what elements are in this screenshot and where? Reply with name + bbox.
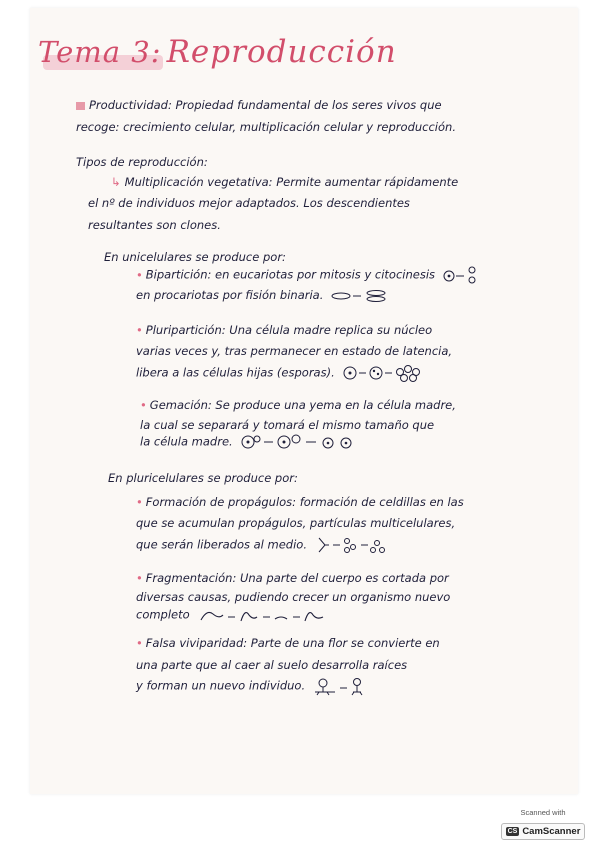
- pink-square-bullet-icon: [76, 102, 85, 110]
- fragmentation-sketch-icon: [197, 605, 347, 625]
- cell-division-sketch-icon: [443, 266, 479, 284]
- vegetative-text-1: Multiplicación vegetativa: Permite aumentar rápidamente: [124, 175, 459, 189]
- pluriparticion-text-1: Pluripartición: Una célula madre replica su núcleo: [145, 323, 433, 337]
- biparticion-text-1: Bipartición: en eucariotas por mitosis y citocinesis: [145, 267, 436, 282]
- unicellular-heading: En unicelulares se produce por:: [104, 250, 286, 264]
- spore-release-sketch-icon: [342, 363, 432, 383]
- propagulos-line-2: que se acumulan propágulos, partículas multicelulares,: [136, 516, 456, 530]
- fragmentacion-text-3: completo: [136, 607, 190, 622]
- viviparidad-text-3: y forman un nuevo individuo.: [136, 678, 306, 693]
- vegetative-line-3: resultantes son clones.: [88, 218, 221, 232]
- propagulos-line-1: [136, 494, 464, 510]
- vegetative-line-2: el nº de individuos mejor adaptados. Los descendientes: [88, 196, 410, 210]
- gemacion-text-1: Gemación: Se produce una yema en la célula madre,: [149, 398, 456, 412]
- gemacion-line-1: [140, 397, 456, 413]
- fragmentacion-line-3: [136, 605, 347, 625]
- pink-dot-bullet-icon: •: [136, 323, 143, 337]
- title-separator: :: [150, 35, 162, 69]
- propagulos-line-3: [136, 535, 395, 555]
- camscanner-badge: [501, 823, 586, 840]
- propagule-sketch-icon: [315, 535, 395, 555]
- multicellular-heading: En pluricelulares se produce por:: [108, 471, 298, 485]
- pink-dot-bullet-icon: •: [136, 636, 143, 650]
- fragmentacion-line-2: diversas causas, pudiendo crecer un organismo nuevo: [136, 590, 451, 604]
- gemacion-line-2: la cual se separará y tomará el mismo tamaño que: [140, 418, 435, 432]
- fragmentacion-line-1: [136, 570, 449, 586]
- intro-line-2: recoge: crecimiento celular, multiplicación celular y reproducción.: [76, 120, 456, 134]
- pluriparticion-line-3: [136, 363, 432, 383]
- propagulos-text-1: Formación de propágulos: formación de celdillas en las: [145, 495, 464, 509]
- budding-sketch-icon: [240, 433, 370, 451]
- intro-text-1: Productividad: Propiedad fundamental de los seres vivos que: [89, 98, 442, 112]
- gemacion-line-3: [140, 433, 370, 451]
- biparticion-line-1: [136, 266, 479, 284]
- fragmentacion-text-1: Fragmentación: Una parte del cuerpo es cortada por: [145, 571, 449, 585]
- pink-arrow-bullet-icon: ↳: [111, 175, 121, 189]
- propagulos-text-3: que serán liberados al medio.: [136, 537, 307, 552]
- pink-dot-bullet-icon: •: [136, 495, 143, 509]
- pink-dot-bullet-icon: •: [136, 267, 143, 282]
- types-heading: Tipos de reproducción:: [76, 155, 208, 169]
- camscanner-watermark: [498, 808, 588, 840]
- intro-line-1: [76, 97, 442, 113]
- title-part1: Tema 3: [38, 35, 151, 69]
- page-title: [38, 28, 558, 76]
- pink-dot-bullet-icon: •: [140, 398, 147, 412]
- viviparidad-line-3: [136, 676, 383, 696]
- false-viviparity-sketch-icon: [313, 676, 383, 696]
- biparticion-line-2: [136, 287, 389, 303]
- camscanner-brand: CamScanner: [522, 826, 581, 837]
- binary-fission-sketch-icon: [331, 289, 389, 303]
- viviparidad-text-1: Falsa viviparidad: Parte de una flor se convierte en: [145, 636, 440, 650]
- biparticion-text-2: en procariotas por fisión binaria.: [136, 288, 324, 302]
- pluriparticion-text-3: libera a las células hijas (esporas).: [136, 365, 335, 380]
- pluriparticion-line-1: [136, 322, 432, 338]
- title-part2: Reproducción: [166, 34, 397, 70]
- pink-dot-bullet-icon: •: [136, 571, 143, 585]
- viviparidad-line-1: [136, 635, 440, 651]
- vegetative-line-1: [111, 174, 458, 190]
- gemacion-text-3: la célula madre.: [140, 434, 233, 449]
- viviparidad-line-2: una parte que al caer al suelo desarrolla raíces: [136, 658, 408, 672]
- camscanner-logo-icon: CS: [507, 828, 518, 835]
- pluriparticion-line-2: varias veces y, tras permanecer en estado de latencia,: [136, 344, 453, 358]
- scanned-with-label: Scanned with: [520, 808, 566, 817]
